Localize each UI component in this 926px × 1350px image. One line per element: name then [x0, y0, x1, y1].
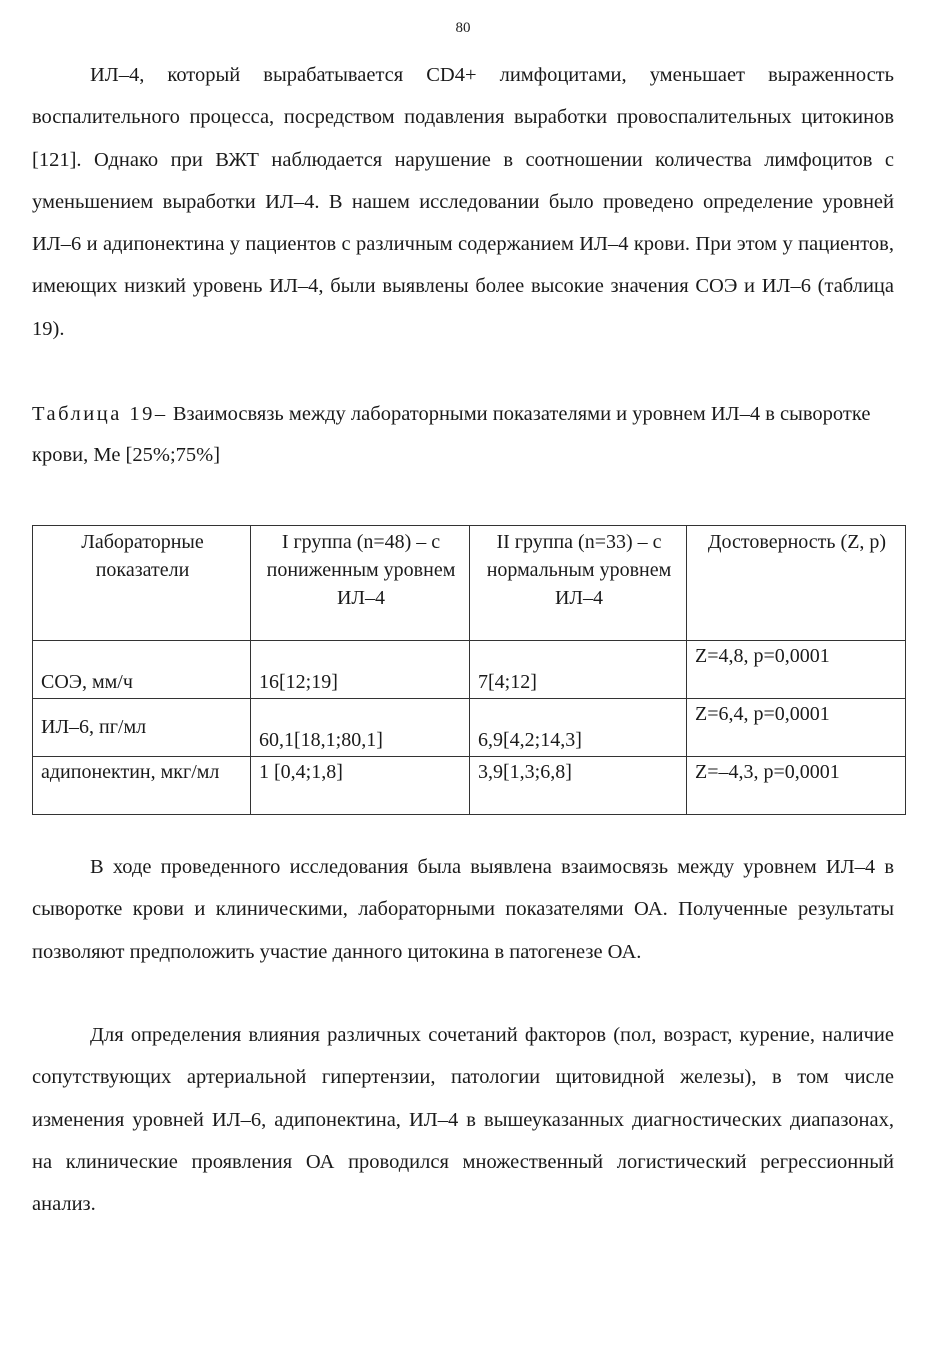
cell-group-2-text: 3,9[1,3;6,8]: [478, 761, 572, 783]
cell-indicator-text: СОЭ, мм/ч: [41, 671, 133, 693]
paragraph-regression: [32, 1014, 894, 1225]
cell-significance: [687, 641, 906, 699]
cell-significance-text: Z=–4,3, p=0,0001: [695, 761, 840, 783]
cell-significance: [687, 699, 906, 757]
paragraph-intro: [32, 54, 894, 350]
cell-indicator: [33, 641, 251, 699]
cell-indicator: [33, 699, 251, 757]
header-significance: Достоверность (Z, p): [687, 526, 906, 641]
header-indicators: Лабораторные показатели: [33, 526, 251, 641]
page-number: 80: [455, 20, 471, 36]
header-group-2: II группа (n=33) – с нормальным уровнем ИЛ–4: [470, 526, 687, 641]
cell-group-1: [251, 699, 470, 757]
cell-significance: [687, 757, 906, 815]
cell-significance-text: Z=4,8, p=0,0001: [695, 645, 830, 667]
header-group-1: I группа (n=48) – с пониженным уровнем ИЛ–4: [251, 526, 470, 641]
table-caption-text: Взаимосвязь между лабораторными показателями и уровнем ИЛ–4 в сыворотке крови, Ме [25%;75%]: [32, 403, 871, 466]
paragraph-findings: [32, 846, 894, 973]
paragraph-intro-text: ИЛ–4, который вырабатывается CD4+ лимфоцитами, уменьшает выраженность воспалительного процесса, посредством подавления выработки провоспалительных цитокинов [121]. Однако при ВЖТ наблюдается нарушение в соотношении количества лимфоцитов с уменьшением выработки ИЛ–4. В нашем исследовании было проведено определение уровней ИЛ–6 и адипонектина у пациентов с различным содержанием ИЛ–4 крови. При этом у пациентов, имеющих низкий уровень ИЛ–4, были выявлены более высокие значения СОЭ и ИЛ–6 (таблица 19).: [32, 64, 894, 340]
cell-group-1-text: 16[12;19]: [259, 671, 338, 693]
cell-significance-text: Z=6,4, p=0,0001: [695, 703, 830, 725]
cell-indicator-text: адипонектин, мкг/мл: [41, 761, 220, 783]
cell-group-2: [470, 757, 687, 815]
cell-indicator-text: ИЛ–6, пг/мл: [41, 716, 147, 738]
cell-group-2: [470, 641, 687, 699]
table-row: [33, 757, 906, 815]
cell-group-1-text: 60,1[18,1;80,1]: [259, 729, 383, 751]
table-row: [33, 699, 906, 757]
cell-group-2-text: 7[4;12]: [478, 671, 537, 693]
table-header-row: [33, 526, 906, 641]
lab-indicators-table: [32, 525, 906, 815]
cell-group-2: [470, 699, 687, 757]
table-caption-label: Таблица 19–: [32, 403, 168, 425]
table-row: [33, 641, 906, 699]
cell-group-1-text: 1 [0,4;1,8]: [259, 761, 343, 783]
paragraph-regression-text: Для определения влияния различных сочетаний факторов (пол, возраст, курение, наличие сопутствующих артериальной гипертензии, патологии щитовидной железы), в том числе изменения уровней ИЛ–6, адипонектина, ИЛ–4 в вышеуказанных диагностических диапазонах, на клинические проявления ОА проводился множественный логистический регрессионный анализ.: [32, 1024, 894, 1216]
cell-group-1: [251, 641, 470, 699]
paragraph-findings-text: В ходе проведенного исследования была выявлена взаимосвязь между уровнем ИЛ–4 в сыворотке крови и клиническими, лабораторными показателями ОА. Полученные результаты позволяют предположить участие данного цитокина в патогенезе ОА.: [32, 856, 894, 963]
table-caption: [32, 394, 894, 476]
cell-group-1: [251, 757, 470, 815]
cell-group-2-text: 6,9[4,2;14,3]: [478, 729, 582, 751]
cell-indicator: [33, 757, 251, 815]
